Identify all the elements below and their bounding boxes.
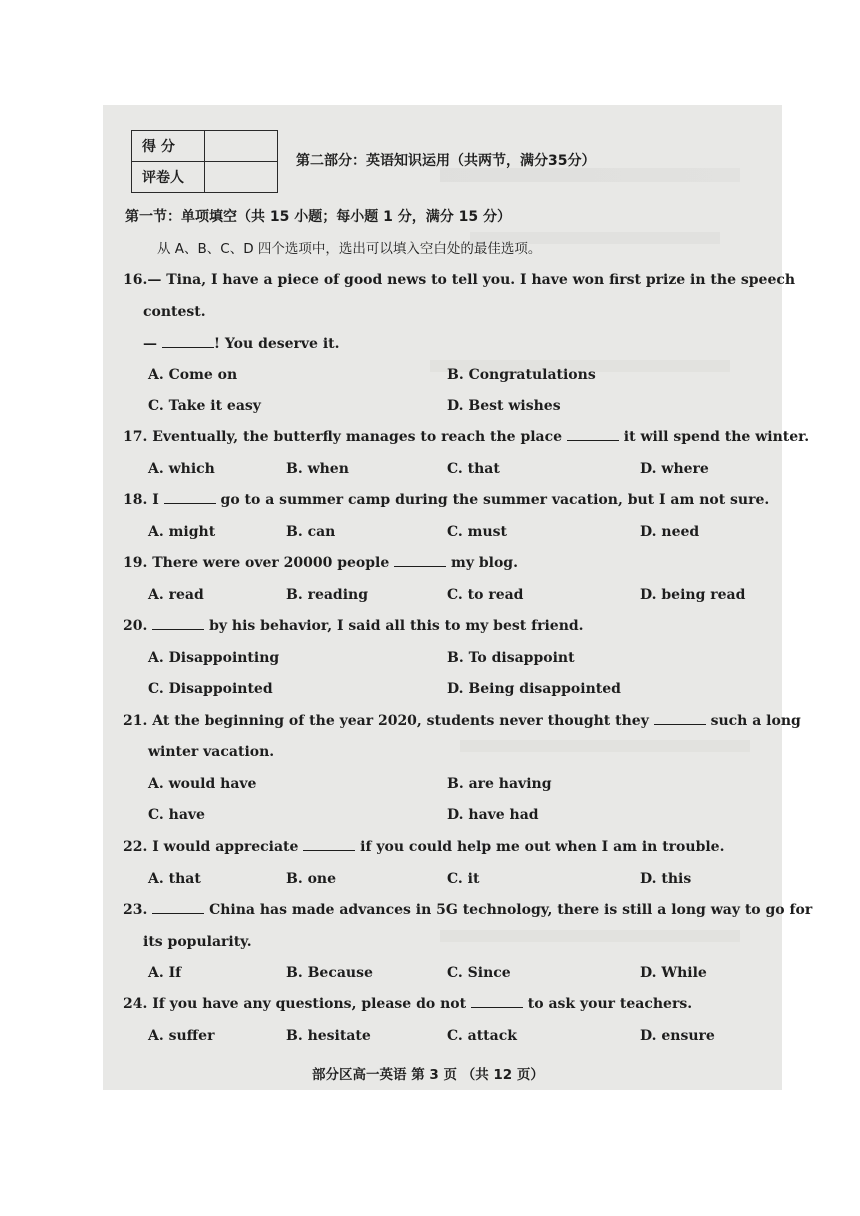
question-stem: 21. At the beginning of the year 2020, students never thought they such a long <box>123 713 801 729</box>
option-b[interactable]: B. Congratulations <box>447 367 596 383</box>
option-b[interactable]: B. one <box>286 871 337 887</box>
score-box <box>131 130 278 193</box>
question-stem-cont: winter vacation. <box>148 744 275 760</box>
option-a[interactable]: A. that <box>148 871 201 887</box>
option-c[interactable]: C. to read <box>447 587 524 603</box>
answer-blank[interactable] <box>164 491 216 504</box>
option-c[interactable]: C. must <box>447 524 507 540</box>
score-cell[interactable] <box>205 131 278 162</box>
option-a[interactable]: A. read <box>148 587 204 603</box>
answer-blank[interactable] <box>471 995 523 1008</box>
option-a[interactable]: A. Come on <box>148 367 238 383</box>
option-c[interactable]: C. attack <box>447 1028 517 1044</box>
part-title: 第二部分：英语知识运用（共两节，满分35分） <box>296 153 596 169</box>
bleed-through-text <box>440 930 740 942</box>
grader-label: 评卷人 <box>132 162 205 193</box>
question-stem: 22. I would appreciate if you could help me out when I am in trouble. <box>123 839 725 855</box>
bleed-through-text <box>460 740 750 752</box>
option-d[interactable]: D. Best wishes <box>447 398 561 414</box>
option-c[interactable]: C. it <box>447 871 480 887</box>
answer-blank[interactable] <box>152 617 204 630</box>
option-d[interactable]: D. being read <box>640 587 746 603</box>
option-a[interactable]: A. If <box>148 965 182 981</box>
question-stem-cont: its popularity. <box>143 934 252 950</box>
option-c[interactable]: C. Since <box>447 965 511 981</box>
question-stem: 23. China has made advances in 5G technology, there is still a long way to go for <box>123 902 813 918</box>
option-b[interactable]: B. To disappoint <box>447 650 575 666</box>
question-stem: 24. If you have any questions, please do not to ask your teachers. <box>123 996 693 1012</box>
option-b[interactable]: B. reading <box>286 587 369 603</box>
option-d[interactable]: D. ensure <box>640 1028 715 1044</box>
option-b[interactable]: B. are having <box>447 776 552 792</box>
question-stem: 17. Eventually, the butterfly manages to reach the place it will spend the winter. <box>123 429 810 445</box>
option-b[interactable]: B. hesitate <box>286 1028 371 1044</box>
option-d[interactable]: D. this <box>640 871 692 887</box>
option-b[interactable]: B. Because <box>286 965 373 981</box>
option-d[interactable]: D. Being disappointed <box>447 681 621 697</box>
answer-blank[interactable] <box>654 712 706 725</box>
option-b[interactable]: B. when <box>286 461 349 477</box>
option-a[interactable]: A. which <box>148 461 215 477</box>
option-a[interactable]: A. would have <box>148 776 257 792</box>
option-a[interactable]: A. Disappointing <box>148 650 280 666</box>
question-stem: 18. I go to a summer camp during the summer vacation, but I am not sure. <box>123 492 770 508</box>
option-c[interactable]: C. Take it easy <box>148 398 261 414</box>
option-c[interactable]: C. Disappointed <box>148 681 273 697</box>
option-d[interactable]: D. have had <box>447 807 539 823</box>
option-d[interactable]: D. need <box>640 524 700 540</box>
answer-blank[interactable] <box>394 554 446 567</box>
option-c[interactable]: C. have <box>148 807 205 823</box>
answer-blank[interactable] <box>303 838 355 851</box>
instructions: 从 A、B、C、D 四个选项中，选出可以填入空白处的最佳选项。 <box>157 241 542 257</box>
option-c[interactable]: C. that <box>447 461 500 477</box>
answer-blank[interactable] <box>567 428 619 441</box>
bleed-through-text <box>440 168 740 182</box>
option-a[interactable]: A. suffer <box>148 1028 215 1044</box>
question-stem: 16.— Tina, I have a piece of good news to tell you. I have won first prize in the speech <box>123 272 796 288</box>
option-d[interactable]: D. where <box>640 461 709 477</box>
question-stem-cont: contest. <box>143 304 206 320</box>
answer-blank[interactable] <box>162 335 214 348</box>
option-a[interactable]: A. might <box>148 524 216 540</box>
option-b[interactable]: B. can <box>286 524 336 540</box>
question-stem: 19. There were over 20000 people my blog. <box>123 555 518 571</box>
answer-blank[interactable] <box>152 901 204 914</box>
page-footer: 部分区高一英语 第 3 页 （共 12 页） <box>312 1067 544 1083</box>
grader-cell[interactable] <box>205 162 278 193</box>
section-title: 第一节：单项填空（共 15 小题；每小题 1 分，满分 15 分） <box>125 209 511 225</box>
question-stem-cont: — ! You deserve it. <box>143 336 340 352</box>
score-label: 得 分 <box>132 131 205 162</box>
question-stem: 20. by his behavior, I said all this to my best friend. <box>123 618 584 634</box>
option-d[interactable]: D. While <box>640 965 707 981</box>
